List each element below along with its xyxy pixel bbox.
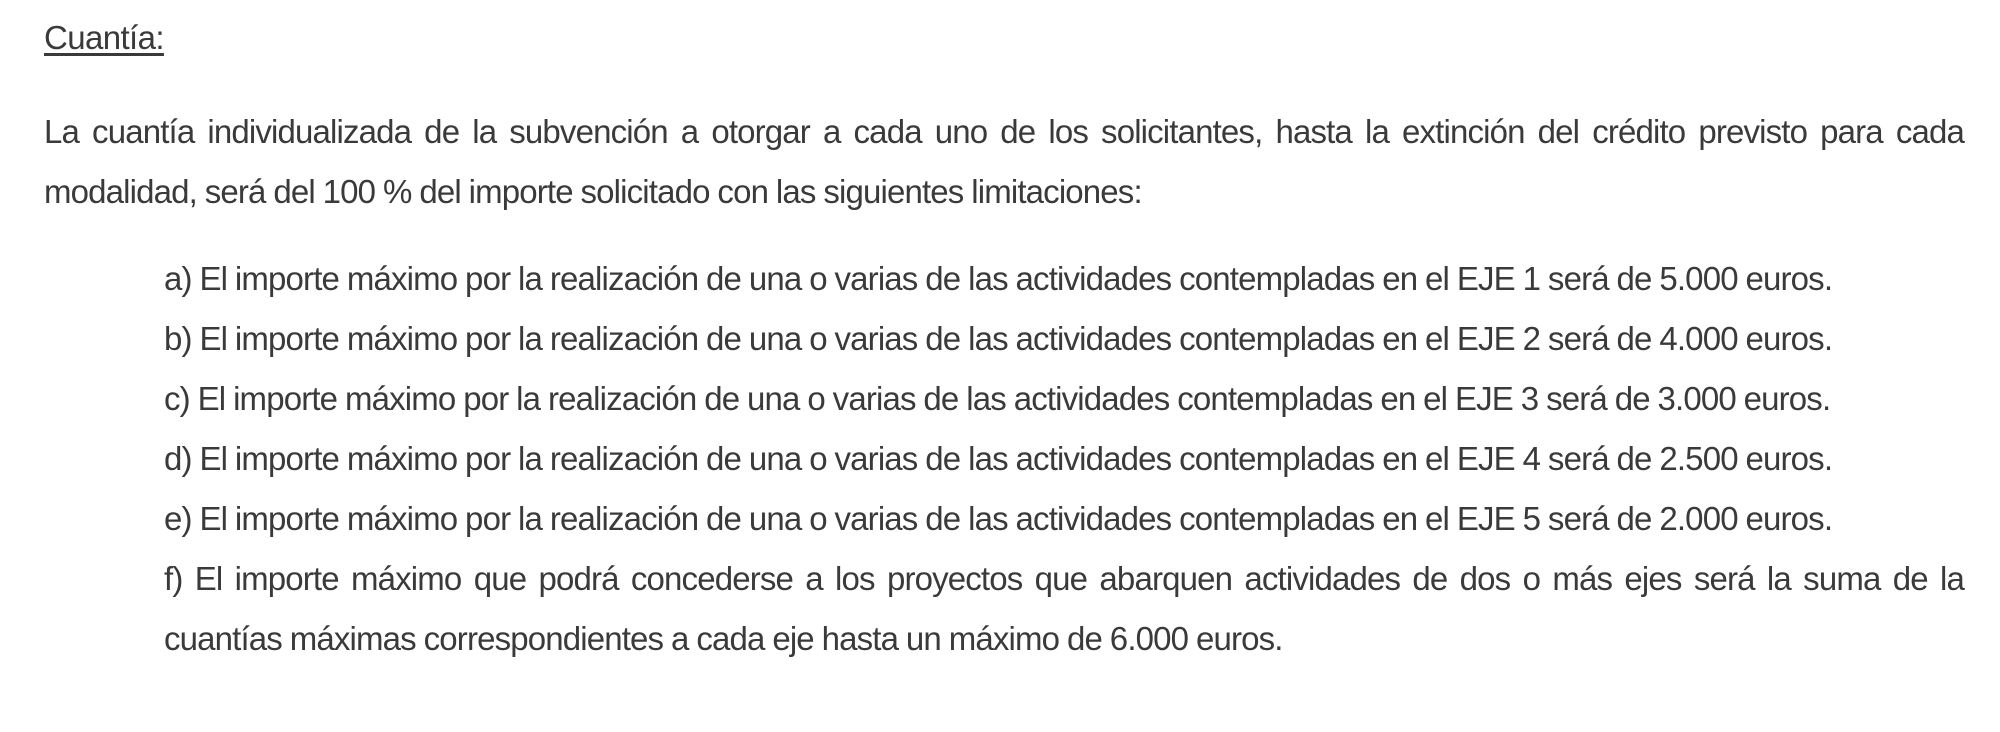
list-item: a) El importe máximo por la realización de una o varias de las actividades contempladas en el EJE 1 será de 5.000 euros.: [164, 260, 1833, 297]
list-item: c) El importe máximo por la realización de una o varias de las actividades contempladas en el EJE 3 será de 3.000 euros.: [164, 380, 1831, 417]
intro-paragraph: La cuantía individualizada de la subvención a otorgar a cada uno de los solicitantes, hasta la extinción del crédito previsto para cada modalidad, será del 100 % del importe solicitado con las siguientes limitaciones:: [44, 113, 1964, 210]
list-item: f) El importe máximo que podrá concederse a los proyectos que abarquen actividades de dos o más ejes será la suma de la cuantías máximas correspondientes a cada eje hasta un máximo de 6.000 euros.: [164, 560, 1964, 657]
list-item: e) El importe máximo por la realización de una o varias de las actividades contempladas en el EJE 5 será de 2.000 euros.: [164, 500, 1833, 537]
list-item: d) El importe máximo por la realización de una o varias de las actividades contempladas en el EJE 4 será de 2.500 euros.: [164, 440, 1833, 477]
section-heading: Cuantía:: [44, 19, 164, 56]
list-item: b) El importe máximo por la realización de una o varias de las actividades contempladas en el EJE 2 será de 4.000 euros.: [164, 320, 1833, 357]
limitations-list: [164, 249, 1964, 669]
